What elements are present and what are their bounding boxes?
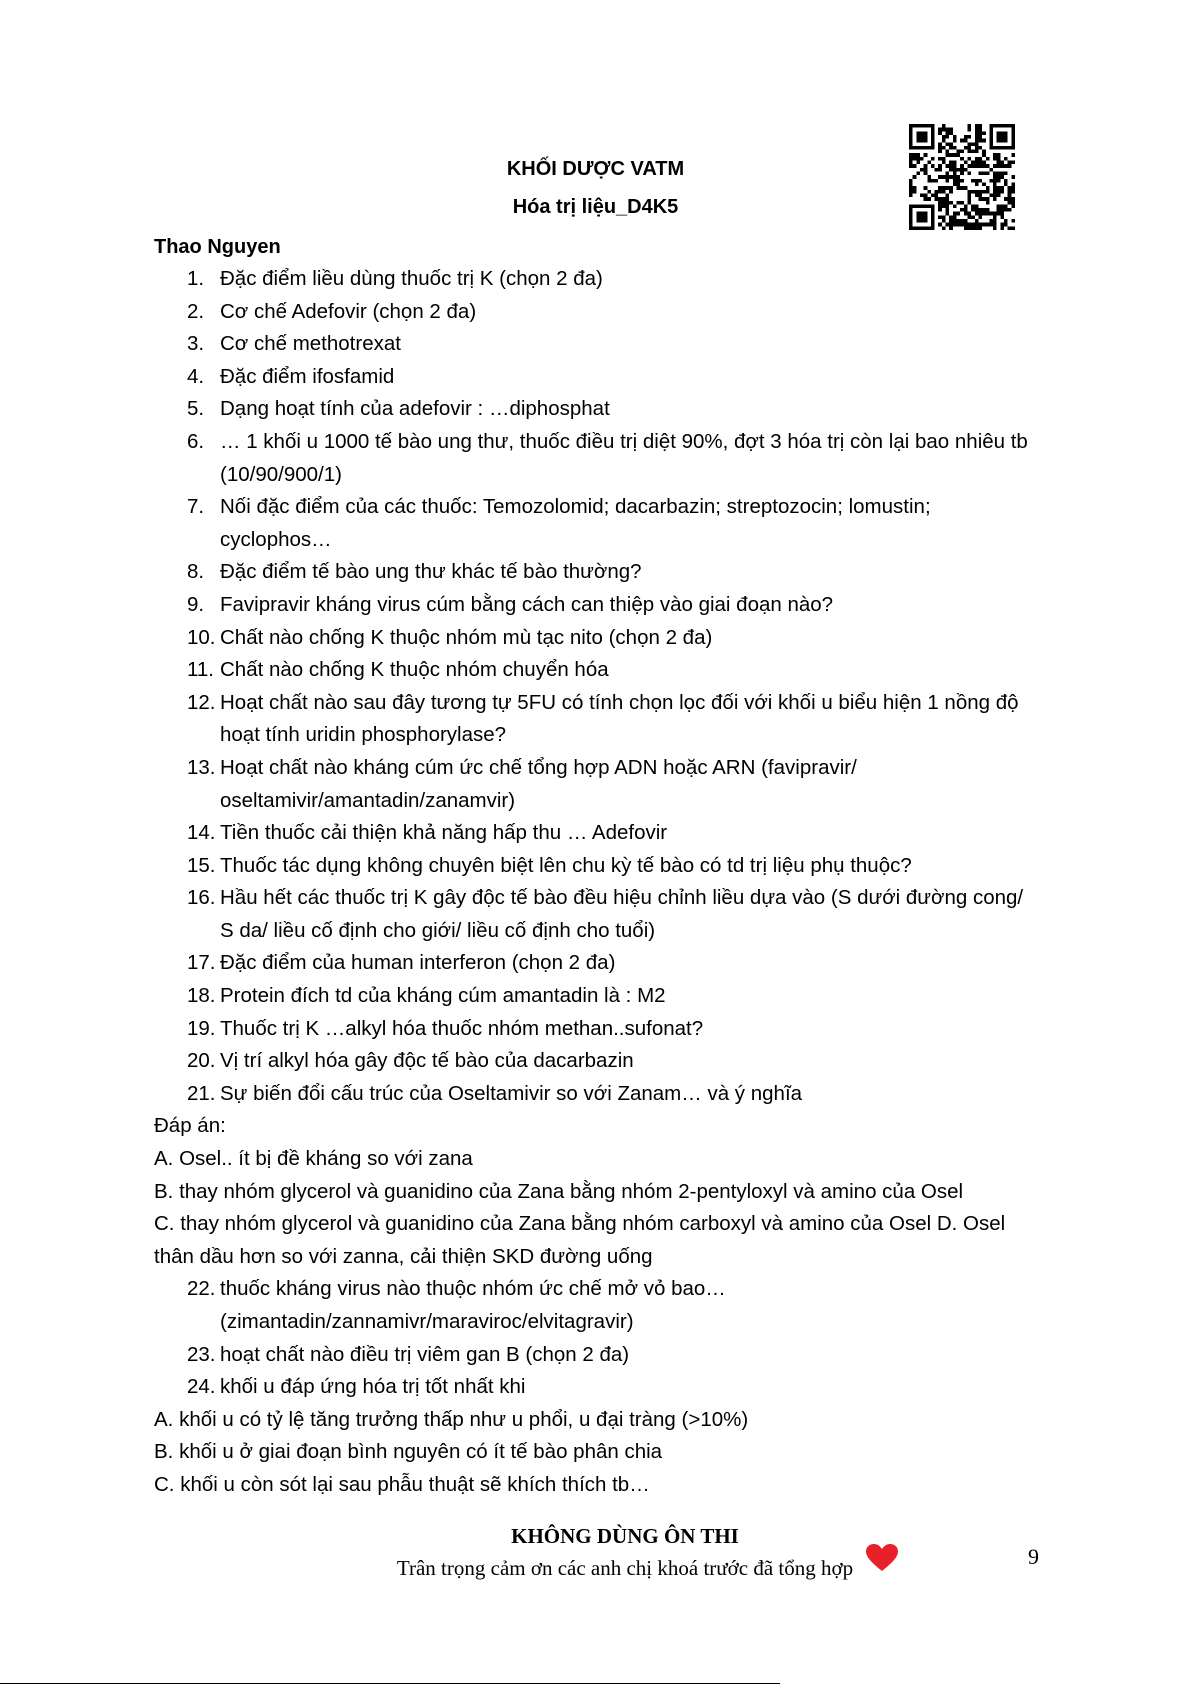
footer-thanks: Trân trọng cảm ơn các anh chị khoá trước đã tổng hợp (396, 1556, 854, 1580)
heart-icon (866, 1544, 898, 1572)
author-name: Thao Nguyen (154, 236, 281, 258)
list-item (154, 1013, 1034, 1046)
list-item-number: 8. (187, 560, 205, 584)
list-item-number: 24. (187, 1375, 216, 1399)
questions-part-1 (154, 263, 1034, 1110)
list-item-text: Thuốc tác dụng không chuyên biệt lên chu kỳ tế bào có td trị liệu phụ thuộc? (220, 853, 912, 877)
list-item-number: 9. (187, 592, 205, 616)
list-item-number: 13. (187, 755, 216, 779)
document-subtitle: Hóa trị liệu_D4K5 (512, 196, 679, 218)
answer-line: C. thay nhóm glycerol và guanidino của Zana bằng nhóm carboxyl và amino của Osel D. Osel thân dầu hơn so với zanna, cải thiện SKD đường uống (154, 1212, 1006, 1268)
list-item (154, 947, 1034, 980)
list-item (154, 1273, 1034, 1338)
list-item (154, 687, 1034, 752)
list-item-text: hoạt chất nào điều trị viêm gan B (chọn 2 đa) (220, 1342, 630, 1366)
answer-line: C. khối u còn sót lại sau phẫu thuật sẽ khích thích tb… (154, 1472, 650, 1496)
list-item (154, 328, 1034, 361)
list-item-number: 7. (187, 495, 205, 519)
list-item (154, 296, 1034, 329)
list-item (154, 491, 1034, 556)
list-item-text: Hoạt chất nào kháng cúm ức chế tổng hợp ADN hoặc ARN (favipravir/ oseltamivir/amantadin/zanamvir) (220, 755, 857, 812)
list-item (154, 622, 1034, 655)
list-item-text: Protein đích td của kháng cúm amantadin là : M2 (220, 984, 666, 1008)
list-item-text: thuốc kháng virus nào thuộc nhóm ức chế mở vỏ bao… (zimantadin/zannamivr/maraviroc/elvitagravir) (220, 1277, 726, 1333)
list-item (154, 1045, 1034, 1078)
list-item-number: 3. (187, 332, 205, 356)
list-item (154, 654, 1034, 687)
qr-code-icon (909, 124, 1015, 230)
list-item-text: Thuốc trị K …alkyl hóa thuốc nhóm methan..sufonat? (220, 1016, 704, 1040)
list-item (154, 1339, 1034, 1372)
answers-question-21 (154, 1110, 1034, 1273)
list-item-number: 6. (187, 429, 205, 453)
list-item-number: 18. (187, 984, 216, 1008)
list-item-text: Đặc điểm của human interferon (chọn 2 đa) (220, 951, 616, 975)
list-item-text: Sự biến đổi cấu trúc của Oseltamivir so với Zanam… và ý nghĩa (220, 1081, 803, 1105)
page-number: 9 (1028, 1544, 1039, 1569)
list-item-text: Cơ chế methotrexat (220, 332, 401, 356)
list-item-number: 20. (187, 1049, 216, 1073)
list-item-text: Favipravir kháng virus cúm bằng cách can thiệp vào giai đoạn nào? (220, 592, 834, 616)
list-item-text: khối u đáp ứng hóa trị tốt nhất khi (220, 1375, 526, 1399)
list-item-text: Tiền thuốc cải thiện khả năng hấp thu … Adefovir (220, 821, 668, 845)
list-item-text: Dạng hoạt tính của adefovir : …diphosphat (220, 397, 610, 421)
list-item-number: 1. (187, 267, 205, 290)
document-title: KHỐI DƯỢC VATM (506, 158, 685, 180)
list-item-number: 11. (187, 658, 214, 682)
list-item-number: 4. (187, 364, 205, 388)
list-item-number: 15. (187, 853, 216, 877)
list-item-text: Hoạt chất nào sau đây tương tự 5FU có tính chọn lọc đối với khối u biểu hiện 1 nồng độ hoạt tính uridin phosphorylase? (220, 690, 1019, 747)
list-item-number: 16. (187, 886, 216, 910)
list-item-number: 12. (187, 690, 216, 714)
list-item-number: 19. (187, 1016, 216, 1040)
list-item-number: 21. (187, 1081, 216, 1105)
answer-line: Đáp án: (154, 1114, 226, 1138)
list-item-number: 2. (187, 299, 205, 323)
question-list (154, 263, 1034, 1502)
list-item-text: Hầu hết các thuốc trị K gây độc tế bào đều hiệu chỉnh liều dựa vào (S dưới đường cong/ S da/ liều cố định cho giới/ liều cố định cho tuổi) (220, 886, 1024, 942)
list-item (154, 393, 1034, 426)
list-item (154, 752, 1034, 817)
list-item (154, 882, 1034, 947)
list-item (154, 263, 1034, 296)
list-item-text: Nối đặc điểm của các thuốc: Temozolomid; dacarbazin; streptozocin; lomustin; cyclophos… (220, 495, 931, 551)
list-item (154, 589, 1034, 622)
answer-line: A. khối u có tỷ lệ tăng trưởng thấp như u phổi, u đại tràng (>10%) (154, 1407, 749, 1431)
footer-warning: KHÔNG DÙNG ÔN THI (511, 1524, 739, 1548)
answer-line: B. khối u ở giai đoạn bình nguyên có ít tế bào phân chia (154, 1440, 663, 1464)
list-item-number: 14. (187, 821, 216, 845)
list-item-number: 22. (187, 1277, 216, 1301)
list-item (154, 817, 1034, 850)
list-item (154, 426, 1034, 491)
list-item (154, 980, 1034, 1013)
list-item (154, 1371, 1034, 1404)
list-item-text: Đặc điểm liều dùng thuốc trị K (chọn 2 đa) (220, 267, 603, 290)
list-item-number: 17. (187, 951, 216, 975)
list-item-text: Chất nào chống K thuộc nhóm chuyển hóa (220, 658, 609, 682)
list-item-text: Chất nào chống K thuộc nhóm mù tạc nito (chọn 2 đa) (220, 625, 713, 649)
list-item-text: … 1 khối u 1000 tế bào ung thư, thuốc điều trị diệt 90%, đợt 3 hóa trị còn lại bao nhiêu tb (10/90/900/1) (220, 429, 1028, 486)
list-item-text: Cơ chế Adefovir (chọn 2 đa) (220, 299, 477, 323)
bottom-divider (0, 1683, 780, 1684)
list-item-text: Vị trí alkyl hóa gây độc tế bào của dacarbazin (220, 1049, 634, 1073)
list-item-number: 10. (187, 625, 216, 649)
list-item-text: Đặc điểm tế bào ung thư khác tế bào thường? (220, 560, 642, 584)
answers-question-24 (154, 1404, 1034, 1502)
list-item-number: 23. (187, 1342, 216, 1366)
list-item (154, 850, 1034, 883)
list-item (154, 556, 1034, 589)
answer-line: B. thay nhóm glycerol và guanidino của Zana bằng nhóm 2-pentyloxyl và amino của Osel (154, 1179, 964, 1203)
answer-line: A. Osel.. ít bị đề kháng so với zana (154, 1147, 473, 1171)
list-item (154, 361, 1034, 394)
list-item-number: 5. (187, 397, 205, 421)
list-item-text: Đặc điểm ifosfamid (220, 364, 395, 388)
list-item (154, 1078, 1034, 1111)
questions-part-2 (154, 1273, 1034, 1403)
